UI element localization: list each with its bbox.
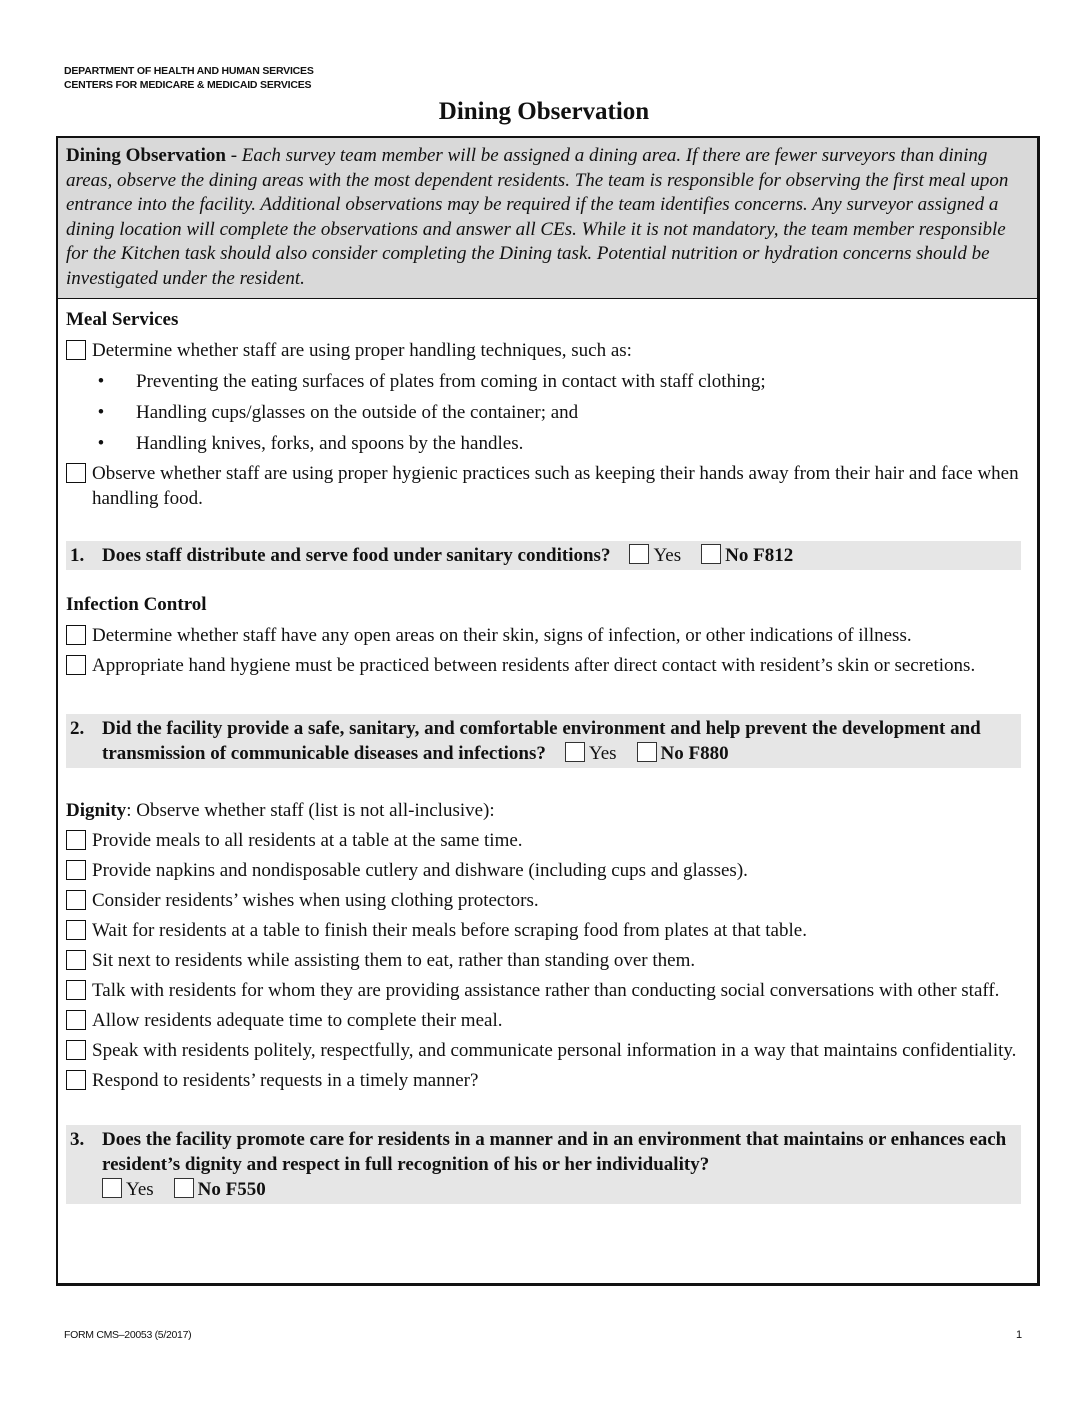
item-text: Appropriate hand hygiene must be practiced between residents after direct contact with resident’s skin or secretions. bbox=[92, 655, 976, 676]
checkbox[interactable] bbox=[66, 463, 86, 483]
yes-checkbox[interactable] bbox=[102, 1178, 122, 1198]
agency-line-1: DEPARTMENT OF HEALTH AND HUMAN SERVICES bbox=[64, 65, 314, 77]
yes-label: Yes bbox=[588, 743, 617, 764]
dignity-item bbox=[66, 978, 1029, 1003]
checkbox[interactable] bbox=[66, 625, 86, 645]
intro-box bbox=[58, 138, 1037, 299]
yes-checkbox[interactable] bbox=[629, 544, 649, 564]
no-checkbox[interactable] bbox=[174, 1178, 194, 1198]
question-number: 2. bbox=[70, 718, 85, 739]
checkbox[interactable] bbox=[66, 1010, 86, 1030]
item-text: Talk with residents for whom they are providing assistance rather than conducting social conversations with other staff. bbox=[92, 980, 1000, 1001]
handling-bullets bbox=[66, 369, 1029, 456]
item-text: Wait for residents at a table to finish their meals before scraping food from plates at that table. bbox=[92, 920, 807, 941]
dignity-heading bbox=[66, 798, 1029, 823]
agency-line-2: CENTERS FOR MEDICARE & MEDICAID SERVICES bbox=[64, 79, 312, 91]
intro-separator: - bbox=[225, 145, 242, 166]
no-label: No F880 bbox=[660, 743, 729, 764]
checkbox[interactable] bbox=[66, 1040, 86, 1060]
checkbox[interactable] bbox=[66, 980, 86, 1000]
dignity-title: Dignity bbox=[66, 800, 127, 821]
item-text: Sit next to residents while assisting them to eat, rather than standing over them. bbox=[92, 950, 696, 971]
item-text: Determine whether staff have any open areas on their skin, signs of infection, or other indications of illness. bbox=[92, 625, 912, 646]
bullet-text: Preventing the eating surfaces of plates from coming in contact with staff clothing; bbox=[136, 371, 766, 392]
dignity-item bbox=[66, 1068, 1029, 1093]
page-title: Dining Observation bbox=[438, 98, 650, 125]
item-text: Determine whether staff are using proper handling techniques, such as: bbox=[92, 340, 632, 361]
infection-control-item bbox=[66, 623, 1029, 648]
question-1 bbox=[66, 541, 1021, 570]
dignity-item bbox=[66, 828, 1029, 853]
agency-header bbox=[64, 64, 314, 92]
question-number: 3. bbox=[70, 1129, 85, 1150]
bullet-icon: • bbox=[97, 371, 105, 392]
checkbox[interactable] bbox=[66, 890, 86, 910]
no-checkbox[interactable] bbox=[701, 544, 721, 564]
bullet-item bbox=[66, 400, 1029, 425]
item-text: Provide napkins and nondisposable cutlery and dishware (including cups and glasses). bbox=[92, 860, 748, 881]
dignity-item bbox=[66, 948, 1029, 973]
item-text: Speak with residents politely, respectfully, and communicate personal information in a way that maintains confidentiality. bbox=[92, 1040, 1017, 1061]
yes-label: Yes bbox=[126, 1179, 154, 1200]
meal-services-title: Meal Services bbox=[66, 309, 179, 330]
dignity-item bbox=[66, 858, 1029, 883]
no-label: No F812 bbox=[725, 545, 794, 566]
question-text: Does the facility promote care for residents in a manner and in an environment that maintains or enhances each resident’s dignity and respect in full recognition of his or her individuality? bbox=[102, 1129, 1007, 1175]
intro-text: Each survey team member will be assigned a dining area. If there are fewer surveyors than dining areas, observe the dining areas with the most dependent residents. The team is responsible for observing the first meal upon entrance into the facility. Additional observations may be required if the team identifies concerns. Any surveyor assigned a dining location will complete the observations and answer all CEs. While it is not mandatory, the team member responsible for the Kitchen task should also consider completing the Dining task. Potential nutrition or hydration concerns should be investigated under the resident. bbox=[66, 145, 1009, 289]
bullet-item bbox=[66, 369, 1029, 394]
checkbox[interactable] bbox=[66, 860, 86, 880]
page-number: 1 bbox=[1016, 1329, 1023, 1341]
checkbox[interactable] bbox=[66, 950, 86, 970]
bullet-text: Handling knives, forks, and spoons by the handles. bbox=[136, 433, 524, 454]
bullet-icon: • bbox=[97, 402, 105, 423]
bullet-icon: • bbox=[97, 433, 105, 454]
meal-services-item bbox=[66, 461, 1029, 511]
item-text: Consider residents’ wishes when using clothing protectors. bbox=[92, 890, 539, 911]
bullet-text: Handling cups/glasses on the outside of the container; and bbox=[136, 402, 579, 423]
item-text: Observe whether staff are using proper hygienic practices such as keeping their hands away from their hair and face when handling food. bbox=[92, 463, 1019, 509]
checkbox[interactable] bbox=[66, 340, 86, 360]
intro-label: Dining Observation bbox=[66, 145, 226, 166]
form-number: FORM CMS–20053 (5/2017) bbox=[64, 1329, 192, 1341]
form-frame bbox=[56, 136, 1040, 1286]
no-checkbox[interactable] bbox=[637, 742, 657, 762]
checkbox[interactable] bbox=[66, 655, 86, 675]
bullet-item bbox=[66, 431, 1029, 456]
checkbox[interactable] bbox=[66, 830, 86, 850]
infection-control-title: Infection Control bbox=[66, 594, 207, 615]
question-number: 1. bbox=[70, 545, 85, 566]
question-text: Does staff distribute and serve food under sanitary conditions? bbox=[102, 545, 611, 566]
question-3 bbox=[66, 1125, 1021, 1204]
no-label: No F550 bbox=[197, 1179, 266, 1200]
item-text: Respond to residents’ requests in a timely manner? bbox=[92, 1070, 479, 1091]
dignity-subtitle: : Observe whether staff (list is not all-inclusive): bbox=[126, 800, 495, 821]
checkbox[interactable] bbox=[66, 1070, 86, 1090]
question-2 bbox=[66, 714, 1021, 768]
dignity-item bbox=[66, 1008, 1029, 1033]
dignity-item bbox=[66, 888, 1029, 913]
item-text: Provide meals to all residents at a table at the same time. bbox=[92, 830, 523, 851]
yes-label: Yes bbox=[653, 545, 682, 566]
checkbox[interactable] bbox=[66, 920, 86, 940]
dignity-item bbox=[66, 1038, 1029, 1063]
dignity-item bbox=[66, 918, 1029, 943]
yes-checkbox[interactable] bbox=[565, 742, 585, 762]
question-text: Did the facility provide a safe, sanitary, and comfortable environment and help prevent the development and transmission of communicable diseases and infections? bbox=[102, 718, 981, 764]
infection-control-item bbox=[66, 653, 1029, 678]
item-text: Allow residents adequate time to complete their meal. bbox=[92, 1010, 503, 1031]
meal-services-item bbox=[66, 338, 1029, 363]
